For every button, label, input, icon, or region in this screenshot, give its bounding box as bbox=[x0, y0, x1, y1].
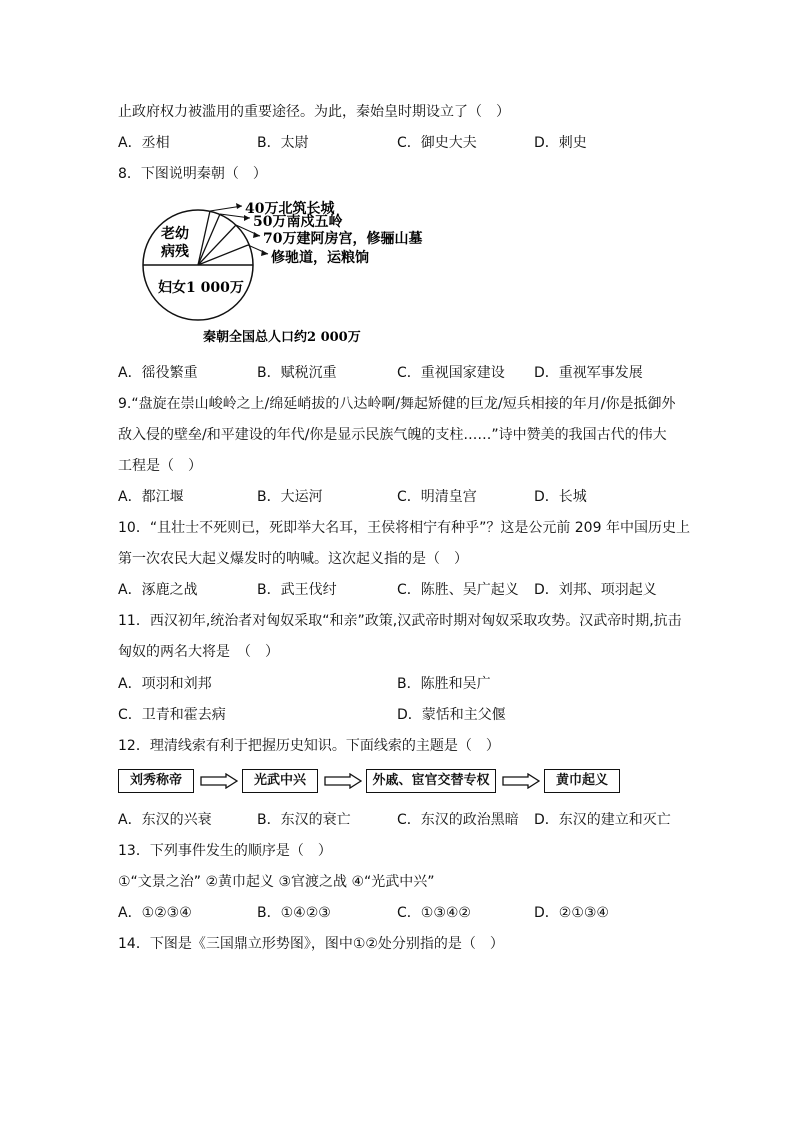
q9-option-d: D．长城 bbox=[534, 489, 587, 505]
q7-option-a: A．丞相 bbox=[118, 135, 170, 151]
diagram-label-roads: 修驰道，运粮饷 bbox=[271, 250, 369, 266]
q11-option-c: C．卫青和霍去病 bbox=[118, 707, 226, 723]
q11-line2: 匈奴的两名大将是 （ ） bbox=[118, 644, 279, 660]
q13-stem: 13．下列事件发生的顺序是（ ） bbox=[118, 843, 332, 859]
q9-line3: 工程是（ ） bbox=[118, 458, 202, 474]
q10-line1: 10．“且壮士不死则已，死即举大名耳，王侯将相宁有种乎”？这是公元前 209 年中国历史上 bbox=[118, 520, 690, 536]
q12-stem: 12．理清线索有利于把握历史知识。下面线索的主题是（ ） bbox=[118, 738, 500, 754]
pie-sector-line-3 bbox=[198, 225, 236, 265]
q9-option-c: C．明清皇宫 bbox=[397, 489, 477, 505]
q8-option-d: D．重视军事发展 bbox=[534, 365, 643, 381]
flow-box-4: 黄巾起义 bbox=[544, 769, 620, 793]
q11-option-b: B．陈胜和吴广 bbox=[397, 676, 491, 692]
q8-stem: 8．下图说明秦朝（ ） bbox=[118, 166, 267, 182]
q9-line1: 9.“盘旋在崇山峻岭之上/绵延峭拔的八达岭啊/舞起矫健的巨龙/短兵相接的年月/你是抵御外 bbox=[118, 396, 676, 412]
q9-option-b: B．大运河 bbox=[257, 489, 323, 505]
q12-option-a: A．东汉的兴衰 bbox=[118, 812, 212, 828]
q13-option-c: C．①③④② bbox=[397, 905, 471, 921]
q11-option-d: D．蒙恬和主父偃 bbox=[397, 707, 506, 723]
q9-line2: 敌入侵的壁垒/和平建设的年代/你是显示民族气魄的支柱……”诗中赞美的我国古代的伟大 bbox=[118, 427, 667, 443]
q7-line1: 止政府权力被滥用的重要途径。为此，秦始皇时期设立了（ ） bbox=[118, 104, 510, 120]
pie-label-elderly: 老幼 bbox=[161, 226, 189, 242]
q8-option-c: C．重视国家建设 bbox=[397, 365, 505, 381]
pointer-arrowhead-1 bbox=[236, 203, 242, 209]
flow-arrow-3 bbox=[502, 773, 540, 789]
flow-arrow-2 bbox=[324, 773, 362, 789]
q10-option-c: C．陈胜、吴广起义 bbox=[397, 582, 519, 598]
diagram-label-epang-palace: 70万建阿房宫，修骊山墓 bbox=[263, 231, 423, 247]
pie-sector-line-1 bbox=[198, 211, 210, 265]
q13-option-a: A．①②③④ bbox=[118, 905, 192, 921]
q12-option-b: B．东汉的衰亡 bbox=[257, 812, 351, 828]
q13-option-d: D．②①③④ bbox=[534, 905, 609, 921]
q10-line2: 第一次农民大起义爆发时的呐喊。这次起义指的是（ ） bbox=[118, 551, 468, 567]
q7-option-d: D．刺史 bbox=[534, 135, 587, 151]
q11-line1: 11．西汉初年,统治者对匈奴采取“和亲”政策,汉武帝时期对匈奴采取攻势。汉武帝时期,抗击 bbox=[118, 613, 682, 629]
q8-option-a: A．徭役繁重 bbox=[118, 365, 198, 381]
q13-option-b: B．①④②③ bbox=[257, 905, 331, 921]
diagram-label-great-wall: 40万北筑长城 bbox=[245, 201, 335, 217]
q14-stem: 14．下图是《三国鼎立形势图》，图中①②处分别指的是（ ） bbox=[118, 936, 504, 952]
diagram-label-five-ridges: 50万南戍五岭 bbox=[253, 214, 343, 230]
diagram-caption: 秦朝全国总人口约2 000万 bbox=[203, 330, 361, 345]
pie-label-sick: 病残 bbox=[161, 244, 189, 260]
q10-option-b: B．武王伐纣 bbox=[257, 582, 337, 598]
flow-box-2: 光武中兴 bbox=[242, 769, 318, 793]
pie-label-women: 妇女1 000万 bbox=[158, 280, 244, 296]
q12-option-c: C．东汉的政治黑暗 bbox=[397, 812, 519, 828]
flow-arrow-1 bbox=[200, 773, 238, 789]
q13-events: ①“文景之治” ②黄巾起义 ③官渡之战 ④“光武中兴” bbox=[118, 874, 435, 890]
q10-option-a: A．涿鹿之战 bbox=[118, 582, 198, 598]
q11-option-a: A．项羽和刘邦 bbox=[118, 676, 212, 692]
population-pie-diagram bbox=[118, 190, 438, 350]
q10-option-d: D．刘邦、项羽起义 bbox=[534, 582, 657, 598]
q7-option-b: B．太尉 bbox=[257, 135, 309, 151]
q9-option-a: A．都江堰 bbox=[118, 489, 184, 505]
clue-flowchart bbox=[118, 769, 678, 795]
q8-option-b: B．赋税沉重 bbox=[257, 365, 337, 381]
q12-option-d: D．东汉的建立和灭亡 bbox=[534, 812, 671, 828]
flow-box-1: 刘秀称帝 bbox=[118, 769, 194, 793]
q7-option-c: C．御史大夫 bbox=[397, 135, 477, 151]
flow-box-3: 外戚、宦官交替专权 bbox=[366, 769, 496, 793]
